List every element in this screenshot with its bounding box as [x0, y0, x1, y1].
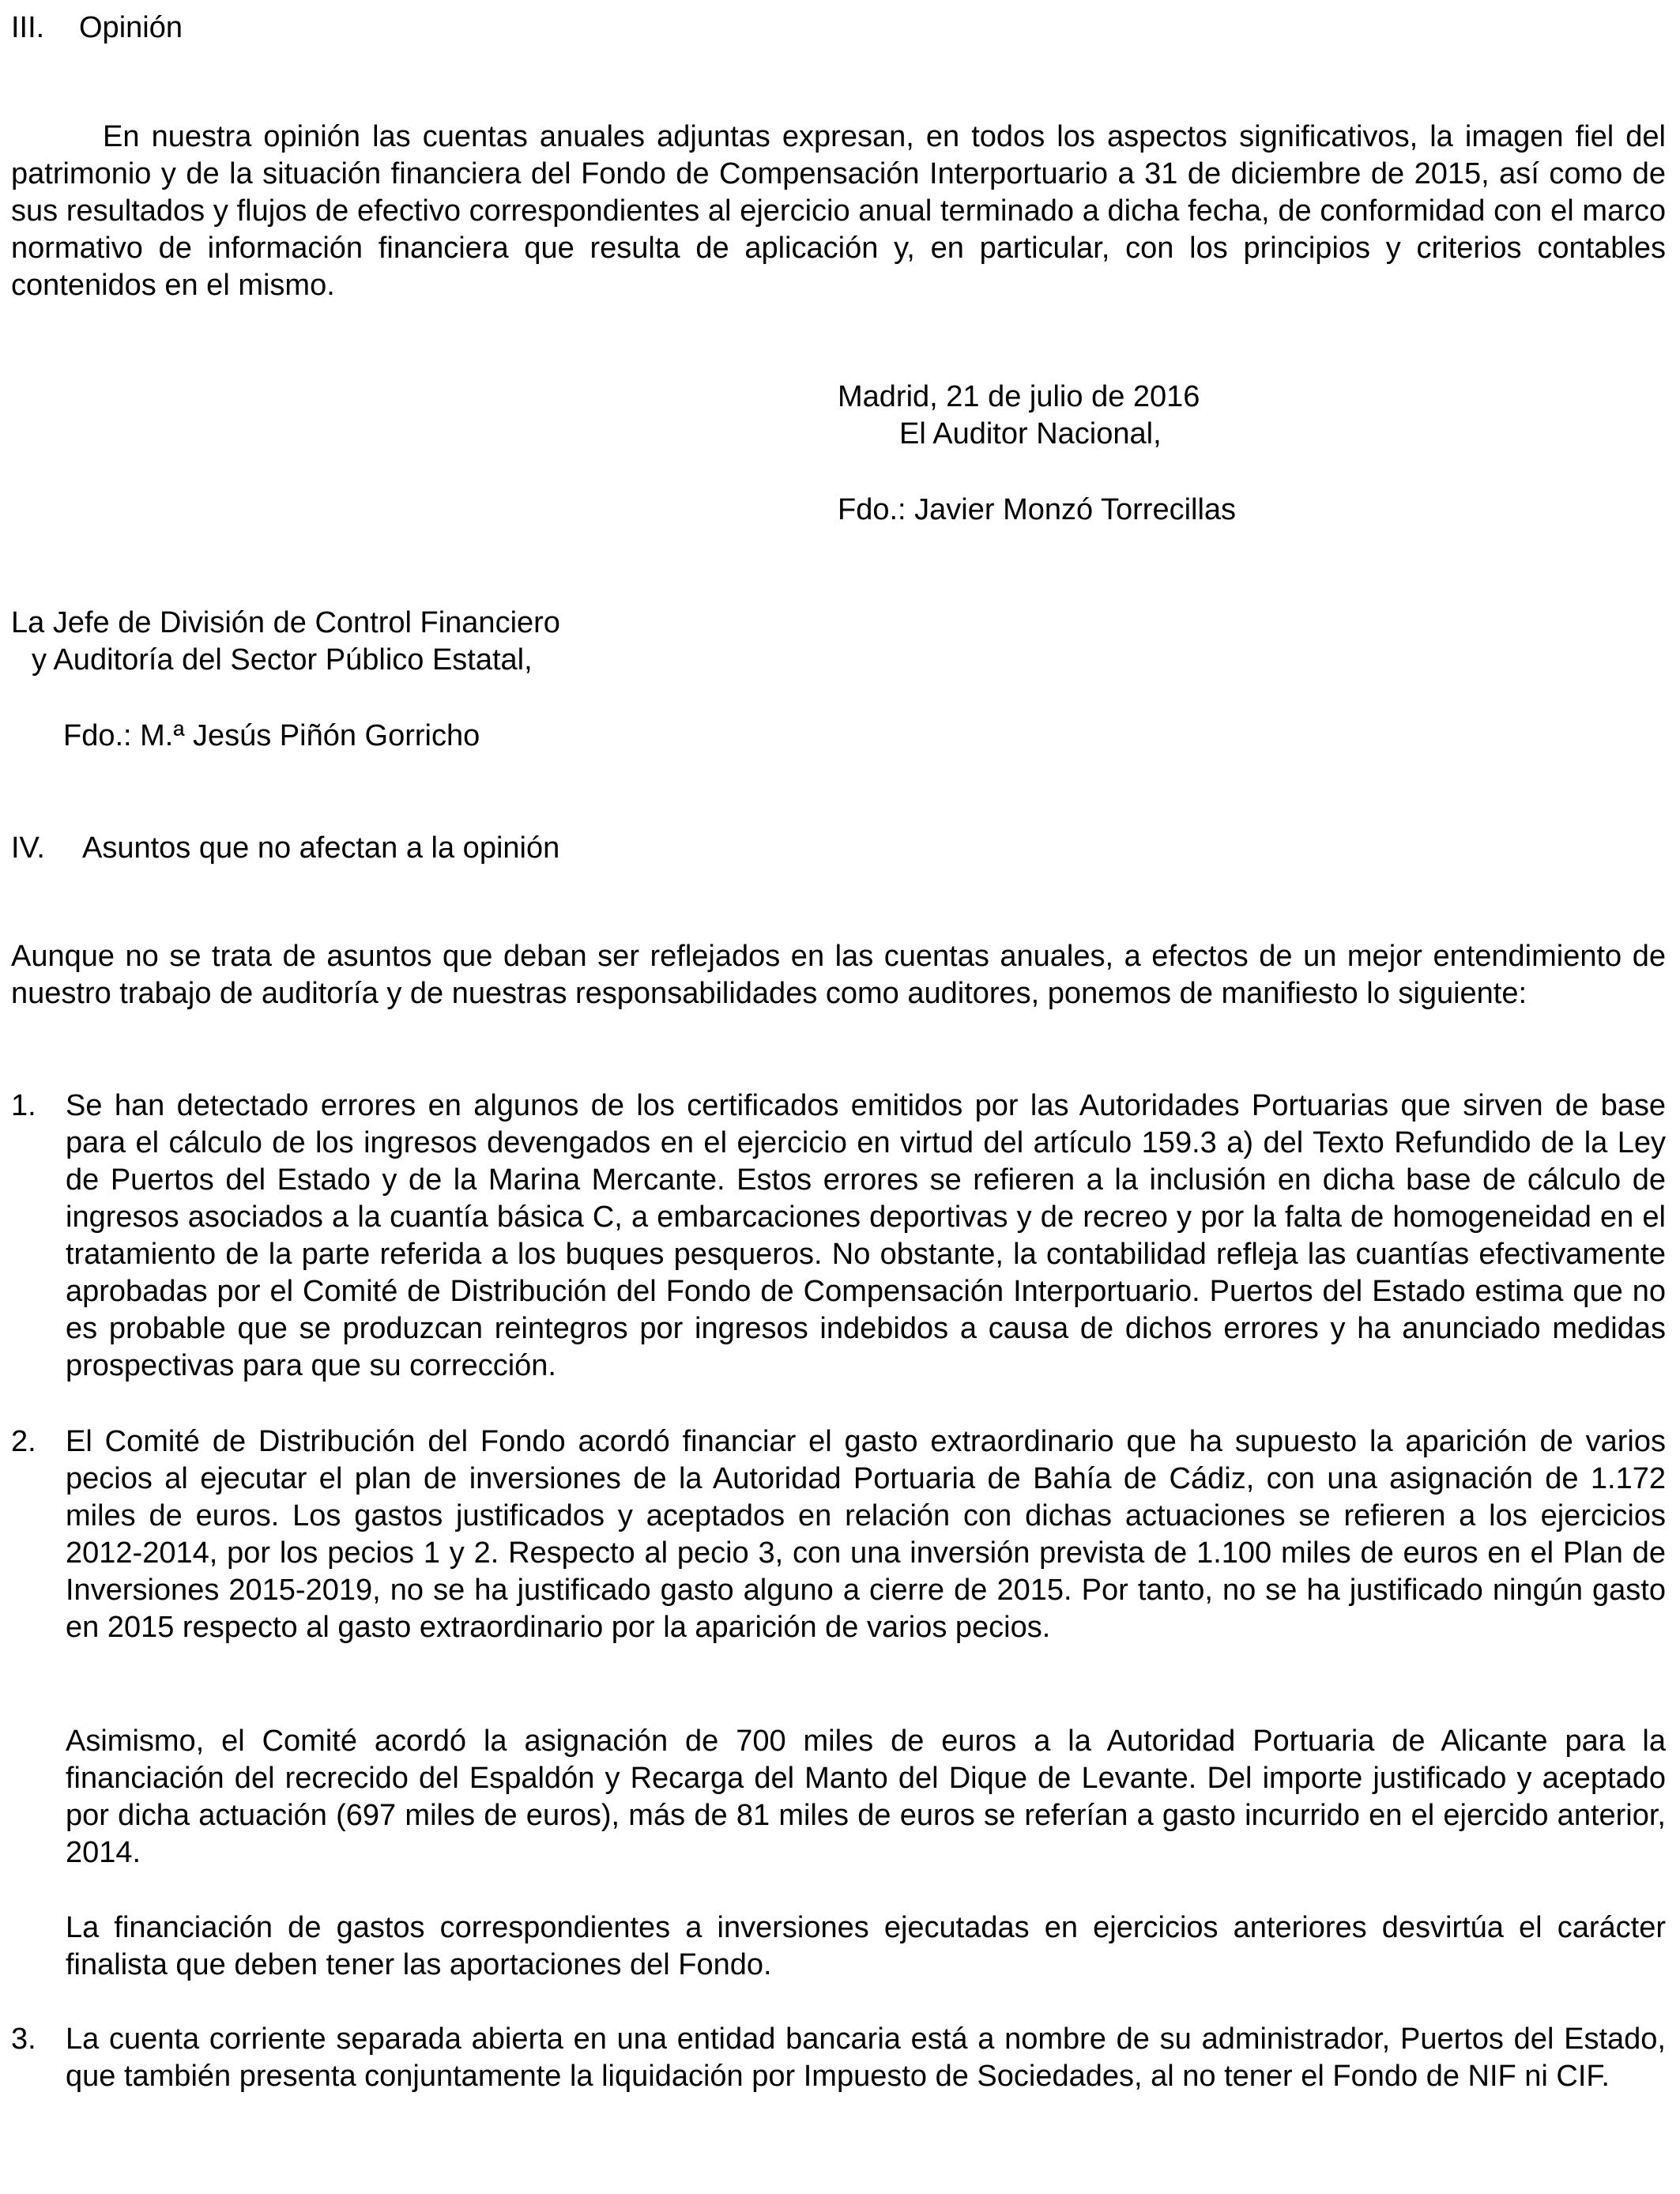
section-iv-title: Asuntos que no afectan a la opinión: [82, 831, 560, 865]
section-iv-number: IV.: [11, 831, 45, 865]
signature-chief-name: Fdo.: M.ª Jesús Piñón Gorricho: [63, 719, 480, 752]
list-item-paragraph: La cuenta corriente separada abierta en una entidad bancaria está a nombre de su administrador, Puertos del Estado, que también presenta conjuntamente la liquidación por Impuesto de Sociedades, al no tener el Fondo de NIF ni CIF.: [66, 2022, 1666, 2093]
signature-chief-role-line1: La Jefe de División de Control Financiero: [11, 606, 560, 639]
signature-chief-role-line2: y Auditoría del Sector Público Estatal,: [32, 643, 533, 677]
signature-auditor-role: El Auditor Nacional,: [899, 417, 1162, 450]
signature-place-date: Madrid, 21 de julio de 2016: [838, 380, 1200, 413]
list-item-number: 1.: [11, 1089, 36, 1122]
section-iii-heading: [11, 9, 183, 47]
section-iii-title: Opinión: [79, 11, 183, 44]
section-iii-number: III.: [11, 11, 45, 44]
list-item-paragraph: Asimismo, el Comité acordó la asignación de 700 miles de euros a la Autoridad Portuaria de Alicante para la financiación del recrecido del Espaldón y Recarga del Manto del Dique de Levante. Del importe justificado y aceptado por dicha actuación (697 miles de euros), más de 81 miles de euros se referían a gasto incurrido en el ejercido anterior, 2014.: [66, 1725, 1666, 1869]
list-item-paragraph: Se han detectado errores en algunos de los certificados emitidos por las Autoridades Portuarias que sirven de base para el cálculo de los ingresos devengados en el ejercicio en virtud del artículo 159.3 a) del Texto Refundido de la Ley de Puertos del Estado y de la Marina Mercante. Estos errores se refieren a la inclusión en dicha base de cálculo de ingresos asociados a la cuantía básica C, a embarcaciones deportivas y de recreo y por la falta de homogeneidad en el tratamiento de la parte referida a los buques pesqueros. No obstante, la contabilidad refleja las cuantías efectivamente aprobadas por el Comité de Distribución del Fondo de Compensación Interportuario. Puertos del Estado estima que no es probable que se produzcan reintegros por ingresos indebidos a causa de dichos errores y ha anunciado medidas prospectivas para que su corrección.: [66, 1089, 1666, 1382]
list-item-paragraph: El Comité de Distribución del Fondo acordó financiar el gasto extraordinario que ha supuesto la aparición de varios pecios al ejecutar el plan de inversiones de la Autoridad Portuaria de Bahía de Cádiz, con una asignación de 1.172 miles de euros. Los gastos justificados y aceptados en relación con dichas actuaciones se refieren a los ejercicios 2012-2014, por los pecios 1 y 2. Respecto al pecio 3, con una inversión prevista de 1.100 miles de euros en el Plan de Inversiones 2015-2019, no se ha justificado gasto alguno a cierre de 2015. Por tanto, no se ha justificado ningún gasto en 2015 respecto al gasto extraordinario por la aparición de varios pecios.: [66, 1425, 1666, 1644]
section-iv-intro: Aunque no se trata de asuntos que deban ser reflejados en las cuentas anuales, a efectos de un mejor entendimiento de nuestro trabajo de auditoría y de nuestras responsabilidades como auditores, ponemos de manifiesto lo siguiente:: [11, 940, 1666, 1010]
list-item-number: 3.: [11, 2022, 36, 2056]
list-item-number: 2.: [11, 1425, 36, 1458]
signature-auditor-name: Fdo.: Javier Monzó Torrecillas: [838, 493, 1237, 526]
opinion-paragraph: En nuestra opinión las cuentas anuales adjuntas expresan, en todos los aspectos significativos, la imagen fiel del patrimonio y de la situación financiera del Fondo de Compensación Interportuario a 31 de diciembre de 2015, así como de sus resultados y flujos de efectivo correspondientes al ejercicio anual terminado a dicha fecha, de conformidad con el marco normativo de información financiera que resulta de aplicación y, en particular, con los principios y criterios contables contenidos en el mismo.: [11, 120, 1666, 302]
list-item-paragraph: La financiación de gastos correspondientes a inversiones ejecutadas en ejercicios anteriores desvirtúa el carácter finalista que deben tener las aportaciones del Fondo.: [66, 1911, 1666, 1981]
section-iv-heading: [11, 830, 559, 867]
